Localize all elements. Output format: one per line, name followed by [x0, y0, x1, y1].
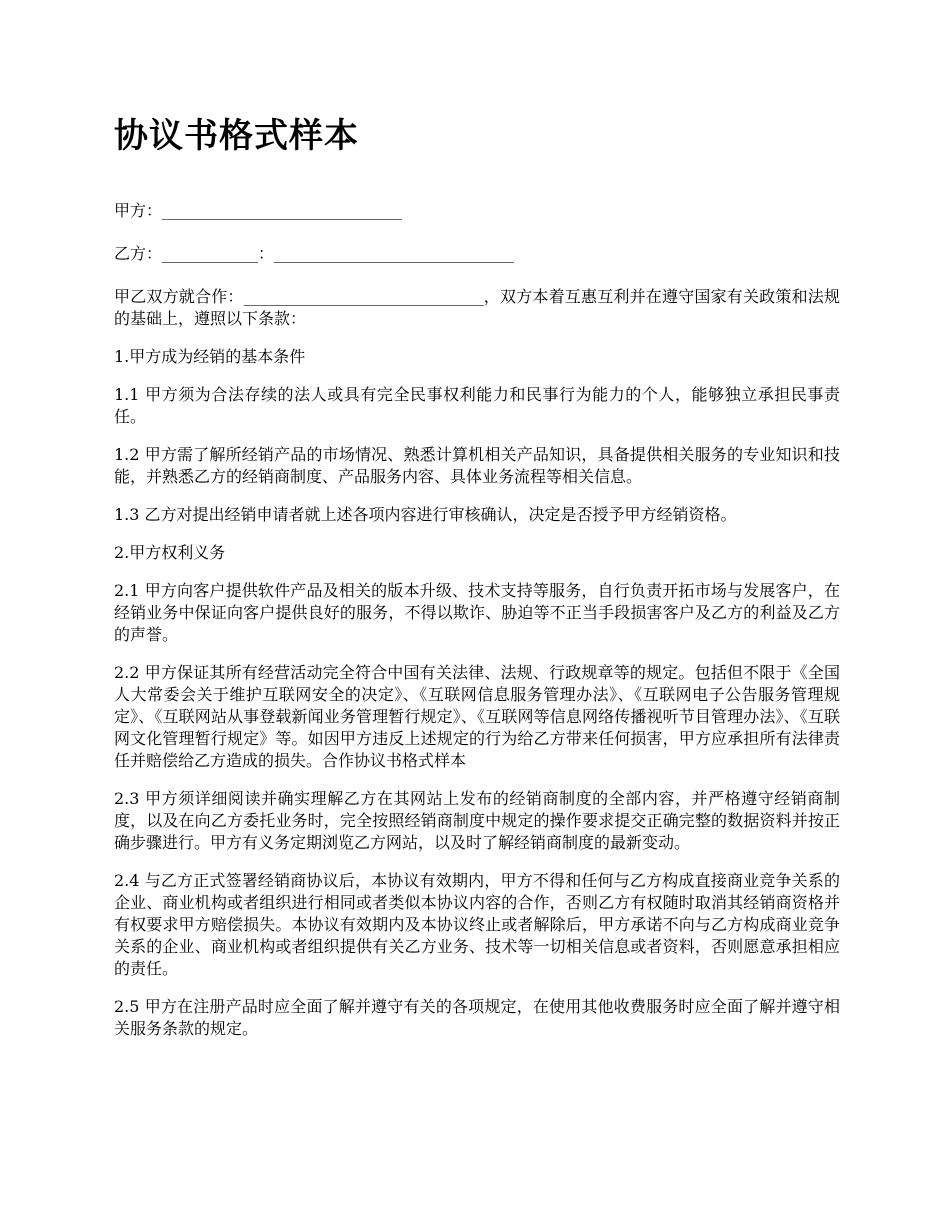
- cooperation-intro: 甲乙双方就合作：______________________________，双方本着互惠互利并在遵守国家有关政策和法规的基础上，遵照以下条款：: [114, 287, 840, 328]
- section-heading-2: 2.甲方权利义务: [114, 543, 226, 562]
- section-heading-1: 1.甲方成为经销的基本条件: [114, 347, 306, 366]
- document-page: [114, 112, 840, 1056]
- document-title: 协议书格式样本: [114, 116, 359, 156]
- clause-2-5: 2.5 甲方在注册产品时应全面了解并遵守有关的各项规定，在使用其他收费服务时应全面了解并遵守相关服务条款的规定。: [114, 997, 840, 1038]
- party-a-line: 甲方：______________________________: [114, 201, 403, 220]
- clause-2-1: 2.1 甲方向客户提供软件产品及相关的版本升级、技术支持等服务，自行负责开拓市场与发展客户，在经销业务中保证向客户提供良好的服务，不得以欺诈、胁迫等不正当手段损害客户及乙方的利益及乙方的声誉。: [114, 581, 840, 644]
- party-b-line: 乙方：____________：______________________________: [114, 244, 515, 263]
- clause-1-3: 1.3 乙方对提出经销申请者就上述各项内容进行审核确认，决定是否授予甲方经销资格。: [114, 505, 737, 524]
- clause-2-3: 2.3 甲方须详细阅读并确实理解乙方在其网站上发布的经销商制度的全部内容，并严格遵守经销商制度，以及在向乙方委托业务时，完全按照经销商制度中规定的操作要求提交正确完整的数据资料并按正确步骤进行。甲方有义务定期浏览乙方网站，以及时了解经销商制度的最新变动。: [114, 789, 840, 852]
- clause-1-1: 1.1 甲方须为合法存续的法人或具有完全民事权利能力和民事行为能力的个人，能够独立承担民事责任。: [114, 385, 840, 426]
- clause-2-2: 2.2 甲方保证其所有经营活动完全符合中国有关法律、法规、行政规章等的规定。包括但不限于《全国人大常委会关于维护互联网安全的决定》、《互联网信息服务管理办法》、《互联网电子公告服务管理规定》、《互联网站从事登载新闻业务管理暂行规定》、《互联网等信息网络传播视听节目管理办法》、《互联网文化管理暂行规定》等。如因甲方违反上述规定的行为给乙方带来任何损害，甲方应承担所有法律责任并赔偿给乙方造成的损失。合作协议书格式样本: [114, 663, 840, 770]
- clause-2-4: 2.4 与乙方正式签署经销商协议后，本协议有效期内，甲方不得和任何与乙方构成直接商业竞争关系的企业、商业机构或者组织进行相同或者类似本协议内容的合作，否则乙方有权随时取消其经销商资格并有权要求甲方赔偿损失。本协议有效期内及本协议终止或者解除后，甲方承诺不向与乙方构成商业竞争关系的企业、商业机构或者组织提供有关乙方业务、技术等一切相关信息或者资料，否则愿意承担相应的责任。: [114, 871, 840, 978]
- clause-1-2: 1.2 甲方需了解所经销产品的市场情况、熟悉计算机相关产品知识，具备提供相关服务的专业知识和技能，并熟悉乙方的经销商制度、产品服务内容、具体业务流程等相关信息。: [114, 445, 840, 486]
